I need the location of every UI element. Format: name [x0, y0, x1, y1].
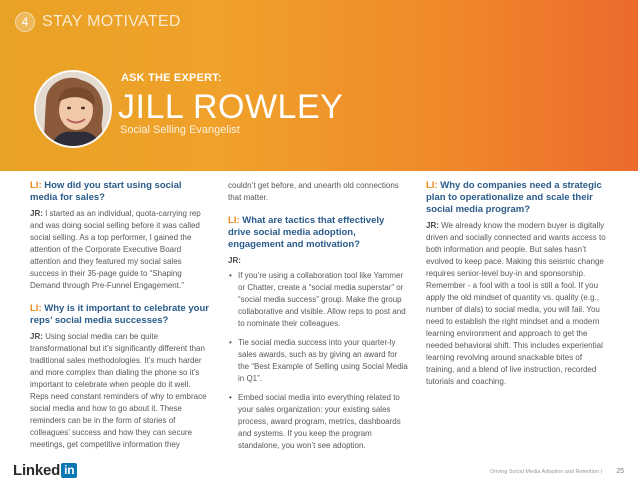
document-title: Driving Social Media Adoption and Retention |	[490, 469, 602, 475]
answer-text: I started as an individual, quota-carrying rep and was doing social selling before it was called social selling. As a top performer, I gained the attention of the Corporate Executive Board attention and they featured my social sales success in their 35-page guide to “Shaping Demand through Pre-Funnel Engagement.”	[30, 209, 201, 290]
question-tag: LI:	[30, 303, 42, 314]
list-item: • If you’re using a collaboration tool like Yammer or Chatter, create a “social media superstar” or “social media success” group. Make the group collaborative and visible. Allow reps to post and to nominate their colleagues.	[228, 270, 408, 330]
column-1	[30, 180, 210, 462]
logo-text: Linked	[13, 462, 61, 479]
section-number-badge: 4	[15, 12, 35, 32]
answer-text: Using social media can be quite transformational but it’s significantly different than traditional sales methodologies. It’s much harder and more complex than dialing the phone so it’s important to celebrate when people do it well. Reps need constant reminders of why to embrace social media and how to go about it. These reminders can be in the form of stories of colleagues’ success and how they can secure meetings, get competitive information they	[30, 332, 207, 449]
answer-text: We already know the modern buyer is digitally driven and socially connected and wants access to both information and people. But sales hasn’t evolved to keep pace. Making this seismic change requires senior-level buy-in and sponsorship. Remember - a fool with a tool is still a fool. If you apply the old mindset of quantity vs. quality (e.g., number of dials) to social media, you will fail. You need to establish the right mindset and a modern learning environment and approach to get the needed behavioral shift. This includes experiential learning revolving around snackable bites of training, and a blend of live instruction, recorded tutorials and coaching.	[426, 221, 606, 386]
page-number: 25	[616, 468, 624, 475]
question-tag: LI:	[228, 215, 240, 226]
question-4	[426, 180, 606, 216]
answer-tag: JR:	[228, 256, 241, 265]
column-3	[426, 180, 606, 399]
section-header	[15, 12, 181, 32]
column-2	[228, 180, 408, 459]
avatar	[34, 70, 112, 148]
question-text: Why do companies need a strategic plan to operationalize and scale their social media program?	[426, 180, 602, 215]
list-item: • Tie social media success into your quarter-ly sales awards, such as by giving an award for the “Best Example of Selling using Social Media in Q1”.	[228, 337, 408, 385]
question-3	[228, 215, 408, 251]
question-text: Why is it important to celebrate your reps’ social media successes?	[30, 303, 209, 326]
question-tag: LI:	[426, 180, 438, 191]
linkedin-logo	[13, 462, 77, 479]
expert-name: JILL ROWLEY	[118, 88, 344, 126]
header-banner	[0, 0, 638, 171]
expert-role: Social Selling Evangelist	[120, 124, 240, 136]
expert-kicker: ASK THE EXPERT:	[121, 72, 222, 84]
answer-tag: JR:	[30, 332, 43, 341]
answer-1	[30, 208, 210, 292]
list-item: • Embed social media into everything related to your sales organization: your existing sales process, award program, metrics, dashboards and systems. If you keep the program standalone, you won’t see adoption.	[228, 392, 408, 452]
question-text: What are tactics that effectively drive social media adoption, engagement and motivation?	[228, 215, 385, 250]
logo-in-badge: in	[61, 463, 77, 478]
tactics-list	[228, 270, 408, 452]
question-2	[30, 303, 210, 327]
answer-4	[426, 220, 606, 388]
answer-tag: JR:	[30, 209, 43, 218]
answer-continuation: couldn’t get before, and unearth old connections that matter.	[228, 181, 399, 202]
portrait-image	[36, 72, 112, 148]
answer-2	[30, 331, 210, 451]
question-1	[30, 180, 210, 204]
question-tag: LI:	[30, 180, 42, 191]
answer-tag: JR:	[426, 221, 439, 230]
page-footer	[0, 462, 638, 493]
section-title: STAY MOTIVATED	[42, 13, 181, 30]
question-text: How did you start using social media for sales?	[30, 180, 182, 203]
